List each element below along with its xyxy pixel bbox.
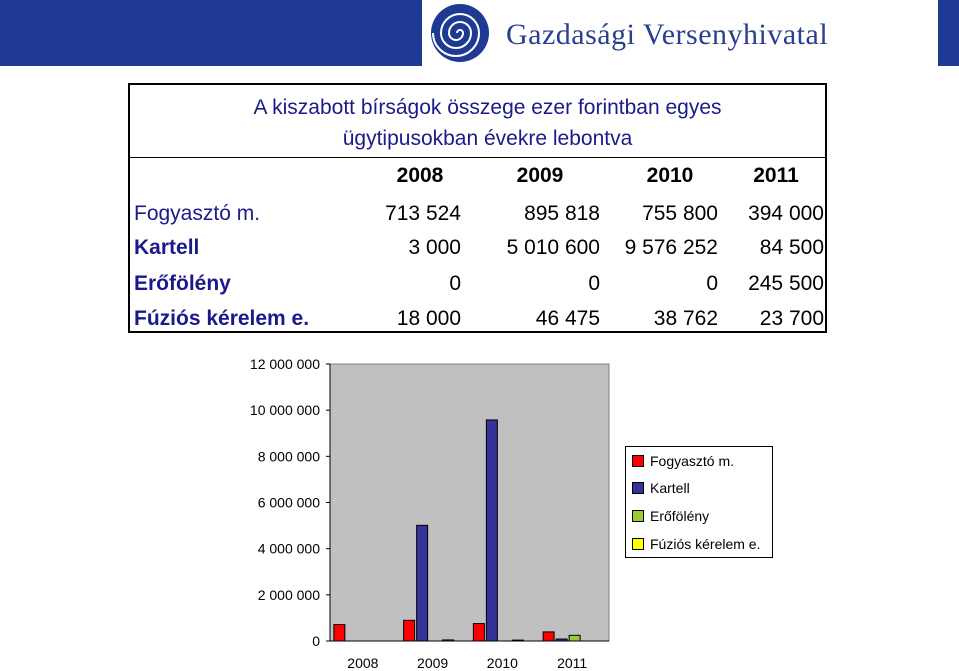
x-tick-label: 2008 [347,655,379,671]
y-tick-label: 2 000 000 [257,586,320,603]
y-tick-label: 0 [312,633,320,649]
bar [443,640,454,641]
year-header: 2011 [753,164,799,187]
cell-value: 713 524 [385,202,461,225]
legend-item [632,506,709,526]
cell-value: 245 500 [748,272,824,295]
bar [569,635,580,641]
table-title-line1: A kiszabott bírságok összege ezer forintban egyes [253,96,722,119]
year-header: 2009 [516,164,564,187]
legend-item [632,451,734,471]
legend-item [632,534,760,554]
row-label: Kartell [134,236,200,259]
legend-swatch [632,510,644,522]
x-tick-label: 2009 [417,655,449,671]
legend-label: Kartell [650,480,690,496]
cell-value: 5 010 600 [506,236,600,259]
cell-value: 84 500 [759,236,824,259]
x-tick-label: 2011 [557,655,588,671]
legend-swatch [632,455,644,467]
cell-value: 394 000 [748,202,824,225]
bar [543,632,554,641]
x-tick-label: 2010 [486,655,518,671]
y-tick-label: 8 000 000 [257,448,320,465]
table-title-line2: ügytipusokban évekre lebontva [342,127,633,150]
organization-name: Gazdasági Versenyhivatal [506,18,829,51]
cell-value: 0 [706,272,718,295]
bar [334,625,345,641]
legend-label: Fúziós kérelem e. [650,536,761,552]
plot-area [330,364,609,641]
bar [417,525,428,641]
cell-value: 9 576 252 [624,236,718,259]
y-tick-label: 10 000 000 [249,402,320,419]
row-label: Fogyasztó m. [134,202,261,225]
bar [404,620,415,641]
year-header: 2010 [646,164,694,187]
y-tick-label: 6 000 000 [257,494,320,511]
cell-value: 0 [588,272,600,295]
legend-label: Fogyasztó m. [650,453,735,469]
cell-value: 18 000 [396,307,461,330]
y-tick-label: 12 000 000 [249,356,320,372]
cell-value: 3 000 [408,236,461,259]
y-tick-label: 4 000 000 [257,540,320,557]
row-label: Erőfölény [134,272,231,295]
bar [512,640,523,641]
cell-value: 38 762 [653,307,718,330]
cell-value: 46 475 [535,307,600,330]
year-header: 2008 [396,164,444,187]
legend-label: Erőfölény [650,508,710,524]
cell-value: 0 [449,272,461,295]
cell-value: 755 800 [642,202,718,225]
legend-swatch [632,538,644,550]
legend-swatch [632,482,644,494]
chart-legend [625,446,773,558]
row-label: Fúziós kérelem e. [134,307,310,330]
bar [556,639,567,641]
cell-value: 895 818 [524,202,600,225]
legend-item [632,478,690,498]
bar [486,420,497,641]
bar [473,624,484,641]
cell-value: 23 700 [759,307,824,330]
